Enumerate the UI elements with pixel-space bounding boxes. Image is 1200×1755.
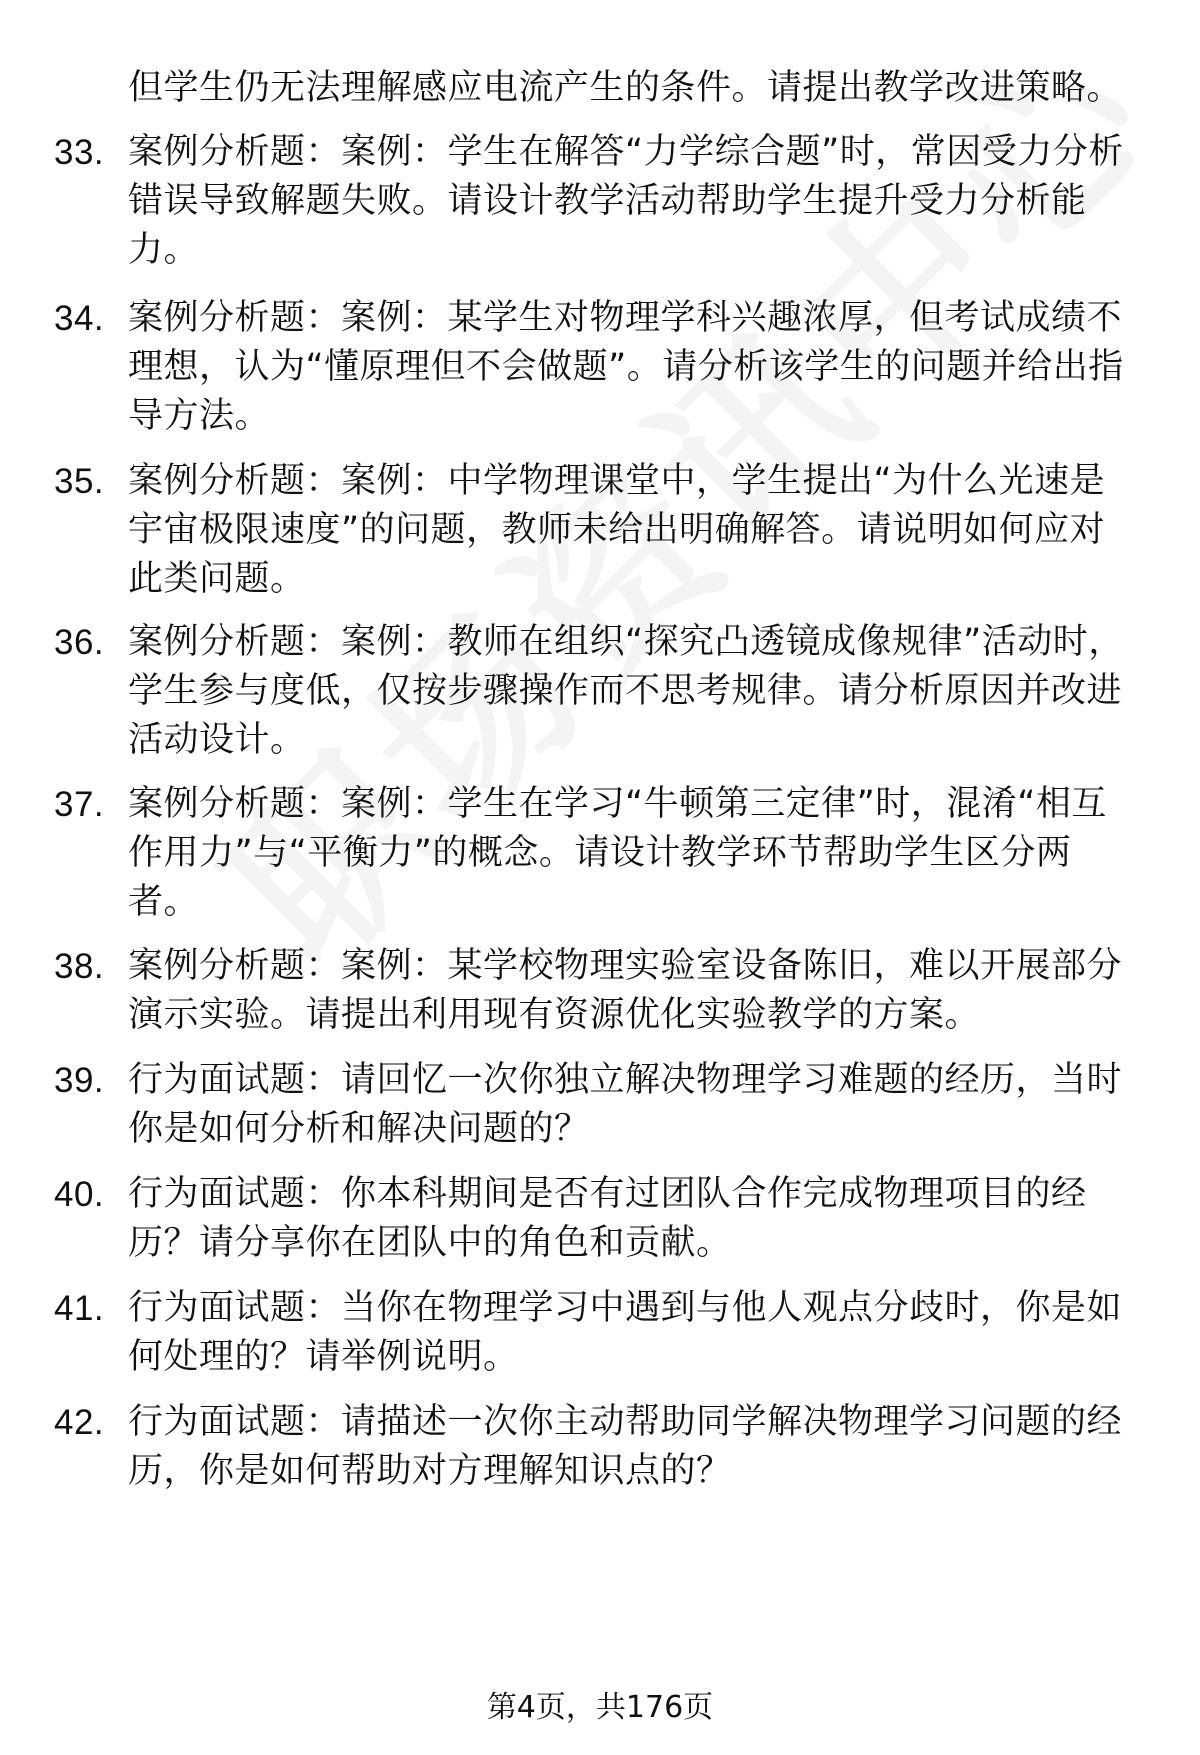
question-text: 案例分析题：案例：教师在组织“探究凸透镜成像规律”活动时，学生参与度低，仅按步骤操作而不思考规律。请分析原因并改进活动设计。	[128, 622, 1124, 760]
question-text: 案例分析题：案例：学生在学习“牛顿第三定律”时，混淆“相互作用力”与“平衡力”的概念。请设计教学环节帮助学生区分两者。	[128, 784, 1107, 922]
question-number: 34.	[54, 299, 105, 338]
question-text: 行为面试题：你本科期间是否有过团队合作完成物理项目的经历？请分享你在团队中的角色和贡献。	[128, 1174, 1087, 1263]
question-text: 案例分析题：案例：某学生对物理学科兴趣浓厚，但考试成绩不理想，认为“懂原理但不会做题”。请分析该学生的问题并给出指导方法。	[128, 298, 1124, 436]
question-number: 33.	[54, 133, 105, 172]
question-text: 行为面试题：请描述一次你主动帮助同学解决物理学习问题的经历，你是如何帮助对方理解知识点的？	[128, 1402, 1123, 1491]
question-number: 40.	[54, 1175, 105, 1214]
question-number: 35.	[54, 462, 105, 501]
question-text: 案例分析题：案例：学生在解答“力学综合题”时，常因受力分析错误导致解题失败。请设计教学活动帮助学生提升受力分析能力。	[128, 132, 1124, 270]
page-footer: 第4页，共176页	[486, 1690, 714, 1725]
question-text: 案例分析题：案例：中学物理课堂中，学生提出“为什么光速是宇宙极限速度”的问题，教师未给出明确解答。请说明如何应对此类问题。	[128, 461, 1106, 599]
question-number: 37.	[54, 785, 105, 824]
question-text: 案例分析题：案例：某学校物理实验室设备陈旧，难以开展部分演示实验。请提出利用现有资源优化实验教学的方案。	[128, 946, 1123, 1035]
question-number: 36.	[54, 623, 105, 662]
question-number: 42.	[54, 1403, 105, 1442]
question-number: 41.	[54, 1289, 105, 1328]
continuation-text: 但学生仍无法理解感应电流产生的条件。请提出教学改进策略。	[128, 68, 1123, 108]
question-number: 38.	[54, 947, 105, 986]
question-text: 行为面试题：请回忆一次你独立解决物理学习难题的经历，当时你是如何分析和解决问题的？	[128, 1060, 1123, 1149]
question-text: 行为面试题：当你在物理学习中遇到与他人观点分歧时，你是如何处理的？请举例说明。	[128, 1288, 1123, 1377]
question-number: 39.	[54, 1061, 105, 1100]
